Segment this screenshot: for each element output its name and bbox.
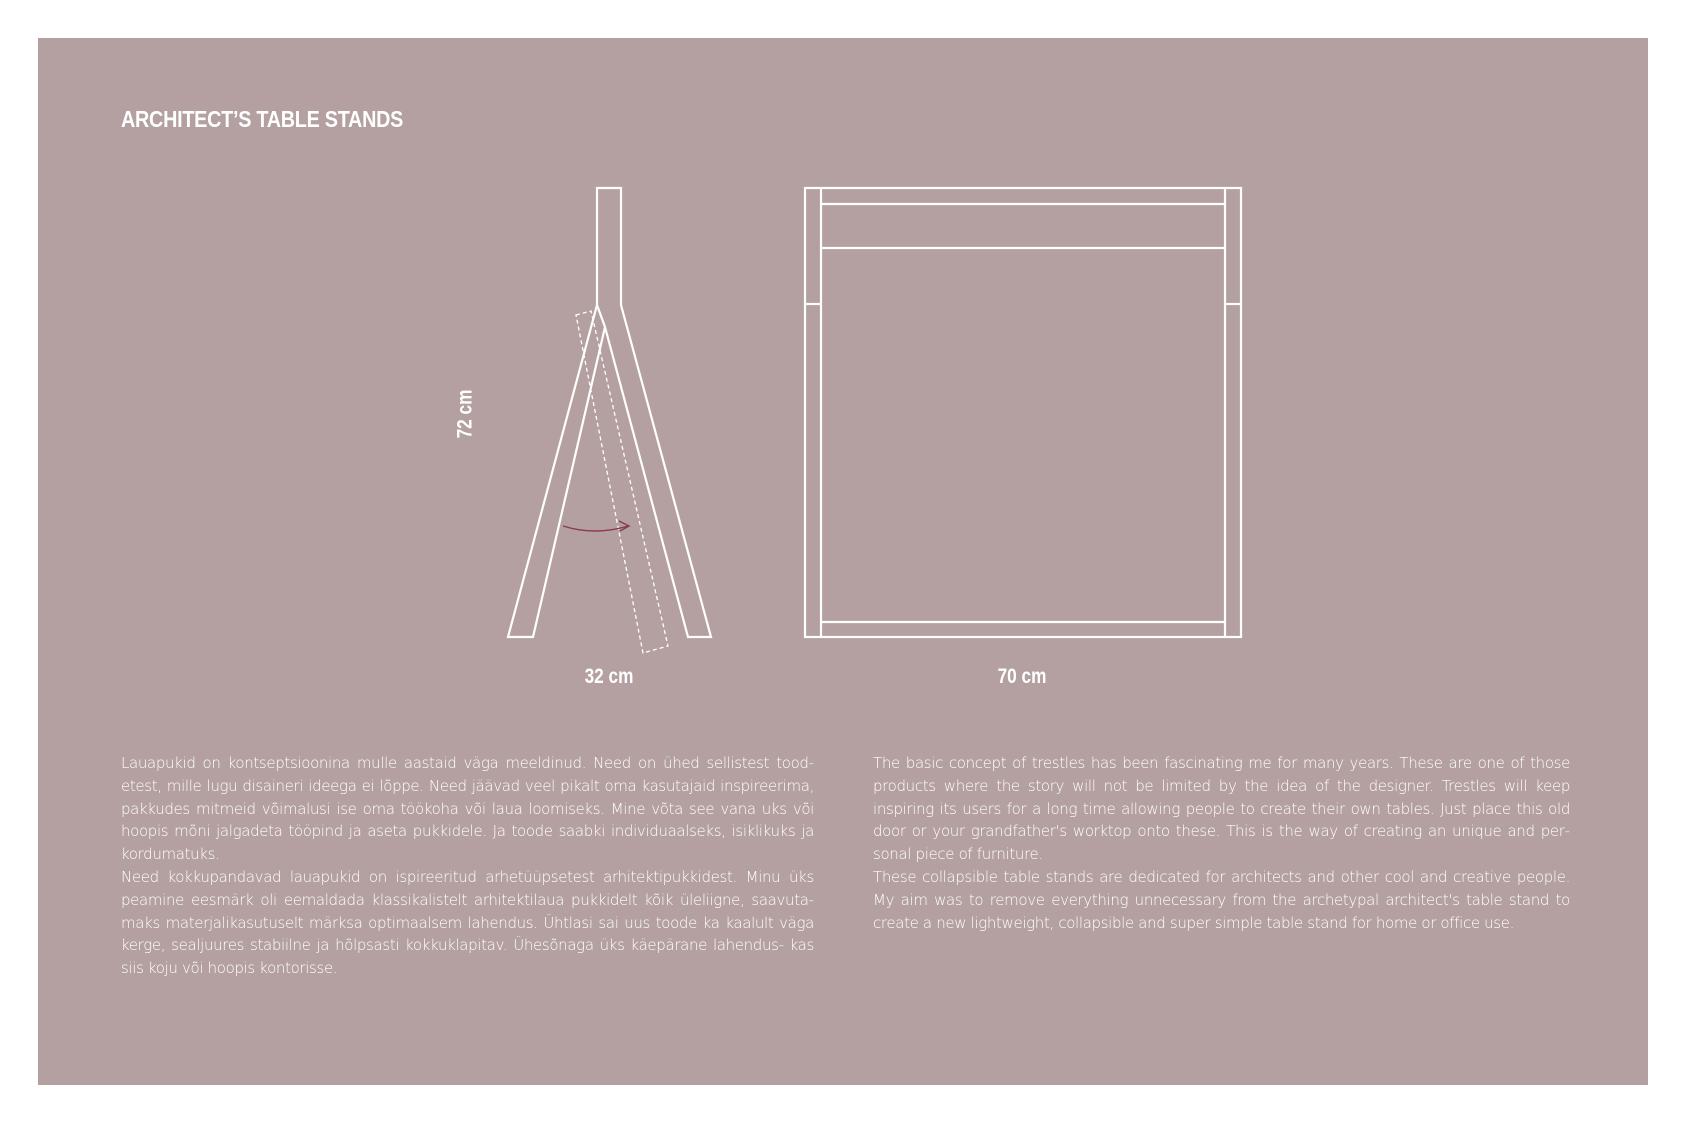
- estonian-text-column: [121, 752, 814, 980]
- english-text-column: [873, 752, 1570, 934]
- english-paragraph-1: The basic concept of trestles has been fascinating me for many years. These are one of those products where the story will not be limited by the idea of the designer. Trestles will keep inspiring its users for a long time allowing people to create their own tables. Just place this old door or your grandfather's worktop onto these. This is the way of creating an unique and personal piece of furniture.: [873, 754, 1570, 864]
- side-view-trestle: [508, 188, 711, 637]
- folded-leg-dashed: [576, 311, 668, 653]
- trestle-front-leg-outline: [508, 188, 711, 637]
- side-width-dimension-label: 32 cm: [584, 665, 634, 689]
- frame-outer: [805, 188, 1241, 637]
- estonian-paragraph-1: Lauapukid on kontseptsioonina mulle aastaid väga meeldinud. Need on ühed sellistest toodetest, mille lugu disaineri ideega ei lõppe. Need jäävad veel pikalt oma kasutajaid inspireerima, pakkudes mitmeid võimalusi ise oma töökoha või laua loomiseks. Mine võta see vana uks või hoopis mõni jalgadeta tööpind ja aseta pukkidele. Ja toode saabki individuaalseks, isiklikuks ja kordumatuks.: [121, 754, 814, 864]
- english-paragraph-2: These collapsible table stands are dedicated for architects and other cool and creative people. My aim was to remove everything unnecessary from the archetypal architect's table stand to create a new lightweight, collapsible and super simple table stand for home or office use.: [873, 867, 1570, 932]
- height-dimension-label: 72 cm: [454, 389, 478, 439]
- trestle-leg-inner-edge: [597, 305, 605, 327]
- estonian-paragraph-2: Need kokkupandavad lauapukid on ispireeritud arhetüüpsetest arhitektipukkidest. Minu üks peamine eesmärk oli eemaldada klassikalistelt arhitektilaua pukkidelt kõik üleliigne, saavutamaks materjalikasutuselt märksa optimaalsem lahendus. Ühtlasi sai uus toode ka kaalult väga kerge, sealjuures stabiilne ja hõlpsasti kokkuklapitav. Ühesõnaga üks käepärane lahendus- kas siis koju või hoopis kontorisse.: [121, 867, 814, 978]
- page-title: ARCHITECT’S TABLE STANDS: [121, 106, 404, 132]
- front-width-dimension-label: 70 cm: [997, 665, 1047, 689]
- front-view-frame: [805, 188, 1241, 637]
